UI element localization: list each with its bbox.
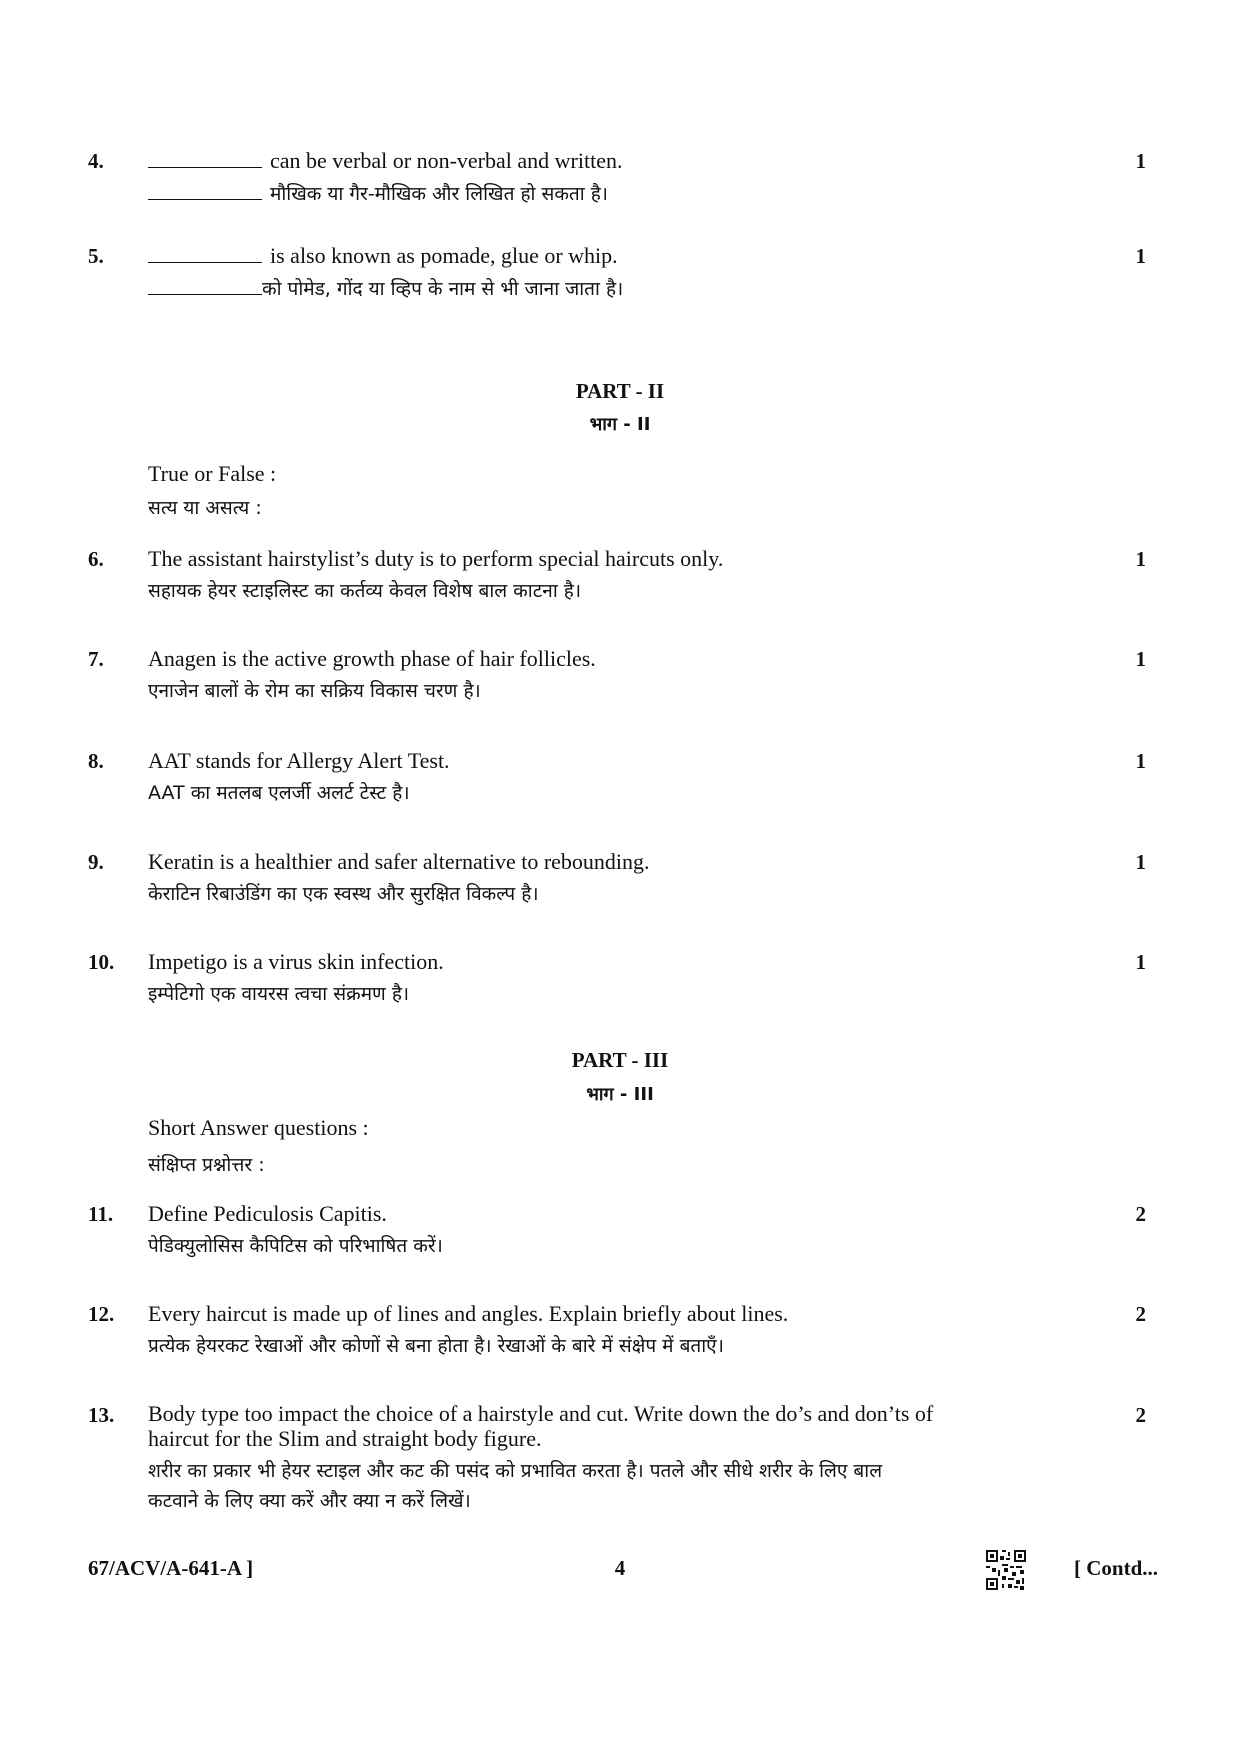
marks: 1 — [1135, 149, 1146, 173]
question-text-hi-line-2: कटवाने के लिए क्या करें और क्या न करें लिखें। — [148, 1490, 471, 1512]
marks: 1 — [1135, 647, 1146, 671]
question-text-en: Anagen is the active growth phase of hair follicles. — [148, 646, 596, 671]
question-text-hi: केराटिन रिबाउंडिंग का एक स्वस्थ और सुरक्षित विकल्प है। — [148, 883, 539, 905]
question-text-hi: इम्पेटिगो एक वायरस त्वचा संक्रमण है। — [148, 983, 410, 1005]
marks: 1 — [1135, 749, 1146, 773]
part-3-heading-hi: भाग - III — [586, 1084, 654, 1105]
part-2-instruction: True or False : — [148, 461, 277, 486]
question-number: 8. — [88, 749, 104, 773]
question-text-hi: एनाजेन बालों के रोम का सक्रिय विकास चरण है। — [148, 680, 481, 702]
question-number: 7. — [88, 647, 104, 671]
part-2-instruction-hi: सत्य या असत्य : — [148, 497, 262, 519]
part-3-instruction-hi: संक्षिप्त प्रश्नोत्तर : — [148, 1154, 265, 1176]
question-body — [148, 747, 1098, 807]
question-body — [148, 948, 1098, 1008]
question-text-en: can be verbal or non-verbal and written. — [270, 148, 623, 173]
question-number: 9. — [88, 850, 104, 874]
question-text-hi: AAT का मतलब एलर्जी अलर्ट टेस्ट है। — [148, 782, 410, 804]
question-text-hi: मौखिक या गैर-मौखिक और लिखित हो सकता है। — [270, 183, 609, 205]
question-text-en: Every haircut is made up of lines and angles. Explain briefly about lines. — [148, 1301, 789, 1326]
question-body — [148, 1200, 1098, 1260]
question-text-en-line-2: haircut for the Slim and straight body figure. — [148, 1426, 542, 1451]
question-text-hi-line-1: शरीर का प्रकार भी हेयर स्टाइल और कट की पसंद को प्रभावित करता है। पतले और सीधे शरीर के लिए बाल — [148, 1460, 883, 1482]
fill-in-blank — [148, 179, 262, 200]
fill-in-blank — [148, 274, 262, 295]
question-text-en: The assistant hairstylist’s duty is to perform special haircuts only. — [148, 546, 724, 571]
question-number: 11. — [88, 1202, 114, 1226]
part-2-heading-hi: भाग - II — [589, 414, 651, 435]
question-text-hi: को पोमेड, गोंद या व्हिप के नाम से भी जाना जाता है। — [262, 278, 624, 300]
question-body — [148, 1300, 1098, 1360]
marks: 2 — [1135, 1302, 1146, 1326]
continued-marker: [ Contd... — [1073, 1556, 1158, 1580]
question-body — [148, 242, 1098, 303]
question-text-hi: सहायक हेयर स्टाइलिस्ट का कर्तव्य केवल विशेष बाल काटना है। — [148, 580, 582, 602]
question-text-en: Keratin is a healthier and safer alternative to rebounding. — [148, 849, 650, 874]
marks: 2 — [1135, 1403, 1146, 1427]
paper-code: 67/ACV/A-641-A ] — [88, 1556, 254, 1580]
part-2-heading: PART - II — [575, 379, 665, 403]
question-body — [148, 645, 1098, 705]
question-body — [148, 147, 1098, 208]
page-number: 4 — [614, 1556, 626, 1580]
question-number: 5. — [88, 244, 104, 268]
marks: 2 — [1135, 1202, 1146, 1226]
question-body — [148, 545, 1098, 605]
question-text-hi: पेडिक्युलोसिस कैपिटिस को परिभाषित करें। — [148, 1235, 443, 1257]
question-text-en-line-1: Body type too impact the choice of a hairstyle and cut. Write down the do’s and don’ts of — [148, 1401, 934, 1426]
fill-in-blank — [148, 242, 262, 263]
question-text-en: Define Pediculosis Capitis. — [148, 1201, 387, 1226]
marks: 1 — [1135, 850, 1146, 874]
question-number: 10. — [88, 950, 115, 974]
qr-code-icon — [986, 1550, 1026, 1590]
question-text-en: Impetigo is a virus skin infection. — [148, 949, 444, 974]
fill-in-blank — [148, 147, 262, 168]
part-3-heading: PART - III — [571, 1048, 669, 1072]
question-body — [148, 1401, 1098, 1515]
question-body — [148, 848, 1098, 908]
part-3-instruction: Short Answer questions : — [148, 1115, 369, 1140]
question-text-en: is also known as pomade, glue or whip. — [270, 243, 618, 268]
marks: 1 — [1135, 950, 1146, 974]
question-number: 12. — [88, 1302, 115, 1326]
question-number: 13. — [88, 1403, 115, 1427]
marks: 1 — [1135, 244, 1146, 268]
question-text-hi: प्रत्येक हेयरकट रेखाओं और कोणों से बना होता है। रेखाओं के बारे में संक्षेप में बताएँ। — [148, 1335, 724, 1357]
question-number: 6. — [88, 547, 104, 571]
question-text-en: AAT stands for Allergy Alert Test. — [148, 748, 450, 773]
marks: 1 — [1135, 547, 1146, 571]
question-number: 4. — [88, 149, 104, 173]
